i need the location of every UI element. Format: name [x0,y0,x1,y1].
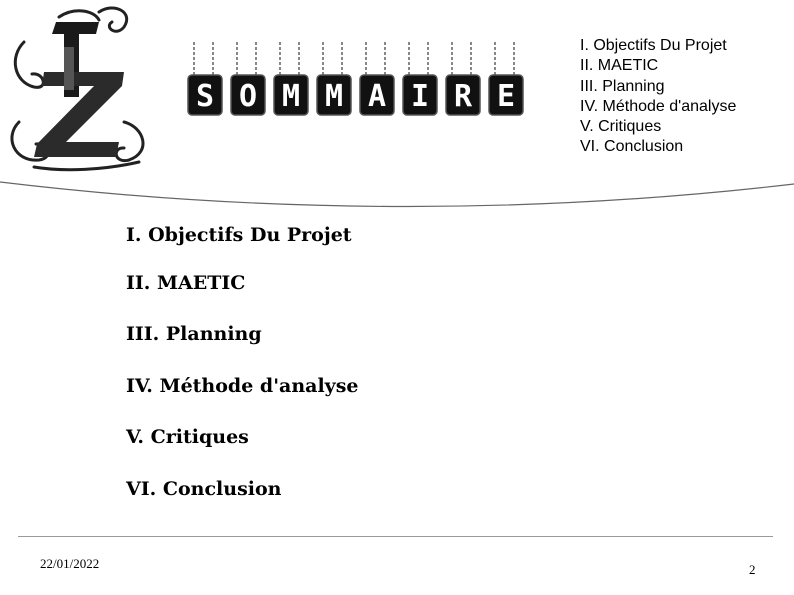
banner-letter: M [281,79,301,114]
sommaire-banner [186,40,526,120]
banner-letter: I [410,79,430,114]
toc-item: VI. Conclusion [126,478,282,500]
header-divider-curve [0,170,794,210]
footer-date: 22/01/2022 [40,556,100,571]
toc-item: V. Critiques [126,426,249,448]
toc-item: II. MAETIC [126,272,246,294]
banner-letter: R [453,79,473,114]
summary-item: IV. Méthode d'analyse [580,97,737,115]
summary-item: I. Objectifs Du Projet [580,37,727,54]
banner-letter: A [367,79,387,114]
toc-item: I. Objectifs Du Projet [126,224,352,246]
summary-item: V. Critiques [580,118,662,136]
banner-letter: M [324,79,344,114]
header-summary-list [580,36,736,158]
toc-item: IV. Méthode d'analyse [126,375,359,397]
banner-letter: E [496,79,516,114]
summary-item: II. MAETIC [580,57,659,75]
toc-item: III. Planning [126,323,262,345]
iz-logo [4,2,154,172]
banner-letter: S [195,79,215,114]
footer-divider [18,536,773,537]
summary-item: VI. Conclusion [580,138,684,156]
summary-item: III. Planning [580,77,665,95]
page-number: 2 [749,562,756,577]
banner-letter: O [238,79,258,114]
